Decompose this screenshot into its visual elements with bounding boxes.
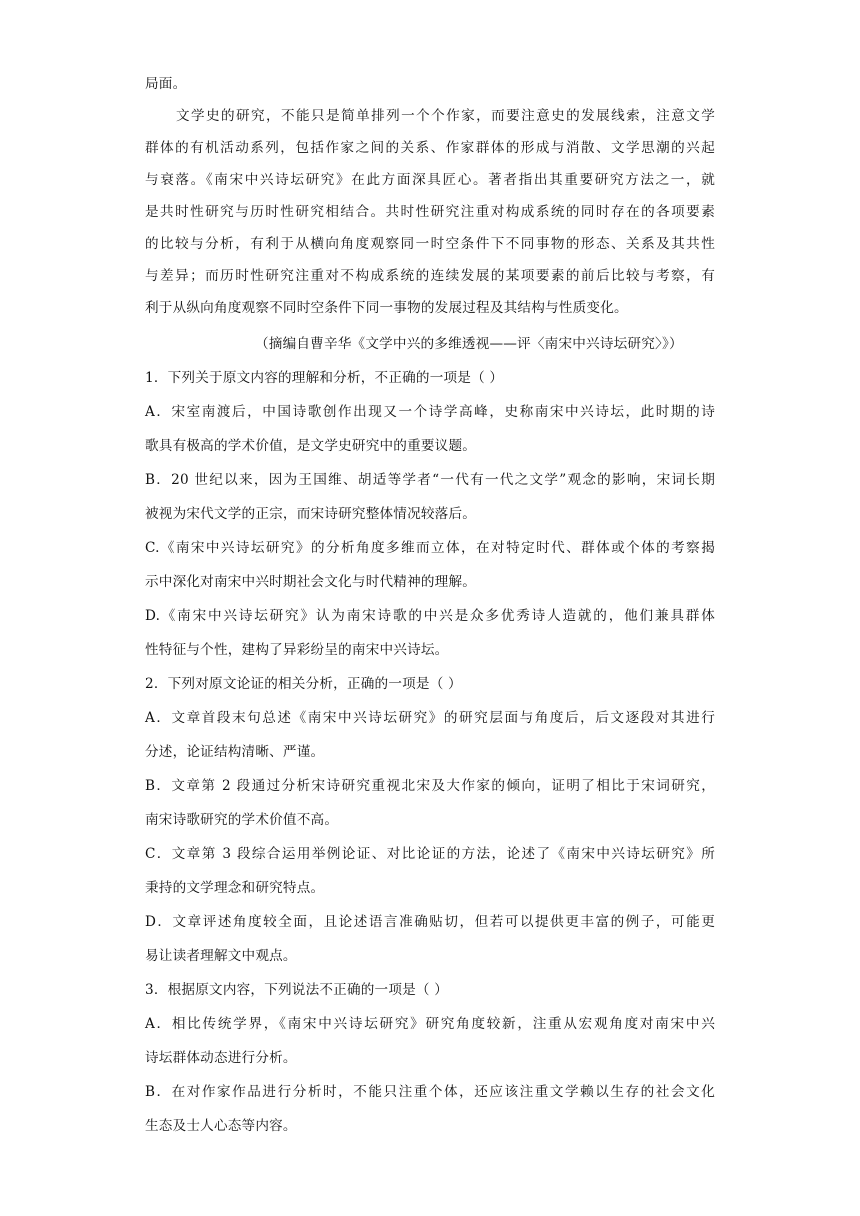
option-d: D．文章评述角度较全面，且论述语言准确贴切，但若可以提供更丰富的例子，可能更 bbox=[145, 914, 715, 930]
option-a-cont: 分述，论证结构清晰、严谨。 bbox=[145, 744, 325, 760]
option-c: C.《南宋中兴诗坛研究》的分析角度多维而立体，在对特定时代、群体或个体的考察揭 bbox=[145, 540, 715, 556]
paragraph-tail: 局面。 bbox=[145, 76, 187, 92]
option-b-cont: 被视为宋代文学的正宗，而宋诗研究整体情况较落后。 bbox=[145, 506, 477, 522]
option-d-cont: 易让读者理解文中观点。 bbox=[145, 948, 297, 964]
option-b: B．20 世纪以来，因为王国维、胡适等学者“一代有一代之文学”观念的影响，宋词长期 bbox=[145, 472, 715, 488]
option-b: B．文章第 2 段通过分析宋诗研究重视北宋及大作家的倾向，证明了相比于宋词研究， bbox=[145, 778, 715, 794]
option-d: D.《南宋中兴诗坛研究》认为南宋诗歌的中兴是众多优秀诗人造就的，他们兼具群体 bbox=[145, 608, 715, 624]
option-a: A．文章首段末句总述《南宋中兴诗坛研究》的研究层面与角度后，后文逐段对其进行 bbox=[145, 710, 715, 726]
option-c-cont: 秉持的文学理念和研究特点。 bbox=[145, 880, 325, 896]
option-a-cont: 歌具有极高的学术价值，是文学史研究中的重要议题。 bbox=[145, 438, 477, 454]
option-a-cont: 诗坛群体动态进行分析。 bbox=[145, 1050, 297, 1066]
question-stem: 3．根据原文内容，下列说法不正确的一项是（ ） bbox=[145, 982, 449, 998]
text-line: 的比较与分析，有利于从横向角度观察同一时空条件下不同事物的形态、关系及其共性 bbox=[145, 236, 715, 252]
text-line: 群体的有机活动系列，包括作家之间的关系、作家群体的形成与消散、文学思潮的兴起 bbox=[145, 140, 715, 156]
text-line: 文学史的研究，不能只是简单排列一个个作家，而要注意史的发展线索，注意文学 bbox=[176, 108, 715, 124]
question-stem: 1．下列关于原文内容的理解和分析，不正确的一项是（ ） bbox=[145, 370, 504, 386]
option-b-cont: 生态及士人心态等内容。 bbox=[145, 1118, 297, 1134]
text-line: 利于从纵向角度观察不同时空条件下同一事物的发展过程及其结构与性质变化。 bbox=[145, 300, 628, 316]
option-d-cont: 性特征与个性，建构了异彩纷呈的南宋中兴诗坛。 bbox=[145, 642, 449, 658]
option-b-cont: 南宋诗歌研究的学术价值不高。 bbox=[145, 812, 339, 828]
question-stem: 2．下列对原文论证的相关分析，正确的一项是（ ） bbox=[145, 676, 462, 692]
text-line: 与差异；而历时性研究注重对不构成系统的连续发展的某项要素的前后比较与考察，有 bbox=[145, 268, 715, 284]
text-line: 是共时性研究与历时性研究相结合。共时性研究注重对构成系统的同时存在的各项要素 bbox=[145, 204, 715, 220]
source-citation: （摘编自曹辛华《文学中兴的多维透视——评〈南宋中兴诗坛研究〉》） bbox=[255, 336, 683, 352]
option-b: B．在对作家作品进行分析时，不能只注重个体，还应该注重文学赖以生存的社会文化 bbox=[145, 1084, 715, 1100]
text-line: 与衰落。《南宋中兴诗坛研究》在此方面深具匠心。著者指出其重要研究方法之一，就 bbox=[145, 172, 715, 188]
option-a: A．宋室南渡后，中国诗歌创作出现又一个诗学高峰，史称南宋中兴诗坛，此时期的诗 bbox=[145, 404, 715, 420]
option-c: C．文章第 3 段综合运用举例论证、对比论证的方法，论述了《南宋中兴诗坛研究》所 bbox=[145, 846, 715, 862]
option-a: A．相比传统学界，《南宋中兴诗坛研究》研究角度较新，注重从宏观角度对南宋中兴 bbox=[145, 1016, 715, 1032]
option-c-cont: 示中深化对南宋中兴时期社会文化与时代精神的理解。 bbox=[145, 574, 477, 590]
